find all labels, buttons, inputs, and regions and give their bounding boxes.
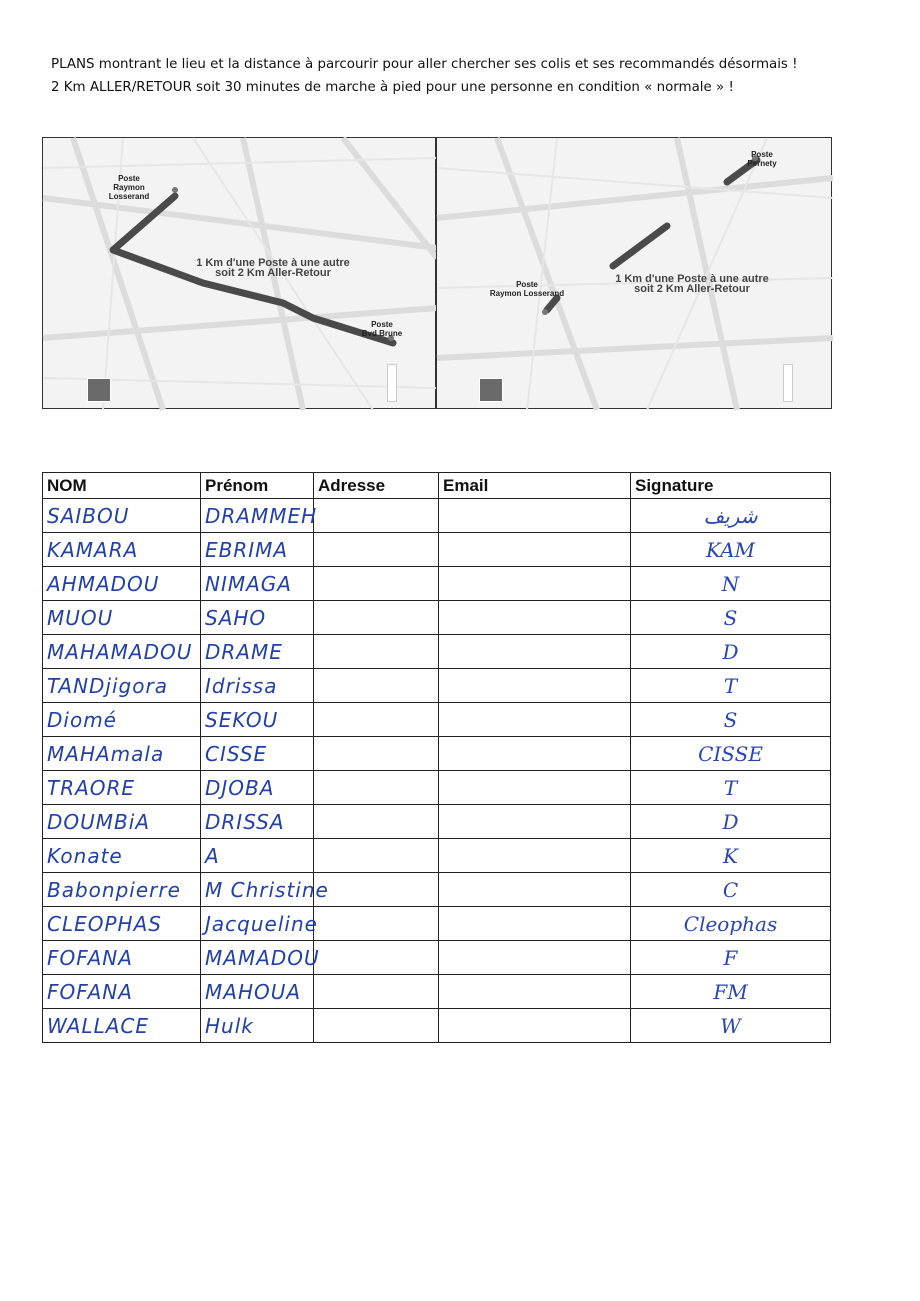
cell-nom: Babonpierre bbox=[43, 873, 201, 907]
cell-nom: MAHAMADOU bbox=[43, 635, 201, 669]
table-row bbox=[43, 669, 831, 703]
cell-adresse bbox=[314, 533, 439, 567]
cell-email bbox=[439, 533, 631, 567]
map-right-end-label: Poste Raymon Losserand bbox=[489, 280, 565, 298]
cell-prenom: Idrissa bbox=[201, 669, 314, 703]
table-row bbox=[43, 499, 831, 533]
cell-prenom: NIMAGA bbox=[201, 567, 314, 601]
cell-nom: FOFANA bbox=[43, 941, 201, 975]
cell-nom: Diomé bbox=[43, 703, 201, 737]
cell-email bbox=[439, 873, 631, 907]
cell-adresse bbox=[314, 669, 439, 703]
cell-nom: TANDjigora bbox=[43, 669, 201, 703]
table-row bbox=[43, 601, 831, 635]
cell-adresse bbox=[314, 873, 439, 907]
map-left-zoom-control bbox=[387, 364, 397, 402]
cell-signature: T bbox=[631, 771, 831, 805]
cell-nom: MUOU bbox=[43, 601, 201, 635]
table-row bbox=[43, 839, 831, 873]
cell-email bbox=[439, 907, 631, 941]
cell-signature: D bbox=[631, 805, 831, 839]
cell-signature: Cleophas bbox=[631, 907, 831, 941]
cell-adresse bbox=[314, 601, 439, 635]
cell-email bbox=[439, 601, 631, 635]
column-header-email: Email bbox=[439, 473, 631, 499]
cell-email bbox=[439, 839, 631, 873]
table-row bbox=[43, 873, 831, 907]
cell-nom: DOUMBiA bbox=[43, 805, 201, 839]
cell-signature: شريف bbox=[631, 499, 831, 533]
cell-signature: N bbox=[631, 567, 831, 601]
cell-prenom: CISSE bbox=[201, 737, 314, 771]
cell-adresse bbox=[314, 907, 439, 941]
cell-adresse bbox=[314, 703, 439, 737]
cell-prenom: SAHO bbox=[201, 601, 314, 635]
table-row bbox=[43, 805, 831, 839]
cell-prenom: DRAME bbox=[201, 635, 314, 669]
cell-email bbox=[439, 567, 631, 601]
table-row bbox=[43, 635, 831, 669]
cell-nom: KAMARA bbox=[43, 533, 201, 567]
cell-prenom: SEKOU bbox=[201, 703, 314, 737]
cell-signature: S bbox=[631, 601, 831, 635]
cell-prenom: Hulk bbox=[201, 1009, 314, 1043]
route-line-right-segment-1 bbox=[547, 298, 557, 310]
cell-nom: AHMADOU bbox=[43, 567, 201, 601]
cell-email bbox=[439, 703, 631, 737]
cell-signature: F bbox=[631, 941, 831, 975]
cell-signature: CISSE bbox=[631, 737, 831, 771]
column-header-nom: NOM bbox=[43, 473, 201, 499]
cell-prenom: DJOBA bbox=[201, 771, 314, 805]
table-row bbox=[43, 567, 831, 601]
header-line-1: PLANS montrant le lieu et la distance à parcourir pour aller chercher ses colis et ses recommandés désormais ! bbox=[51, 57, 798, 72]
map-right-layer-thumbnail bbox=[479, 378, 503, 402]
cell-signature: C bbox=[631, 873, 831, 907]
map-left-start-label: Poste Raymon Losserand bbox=[108, 174, 150, 201]
cell-adresse bbox=[314, 567, 439, 601]
cell-signature: T bbox=[631, 669, 831, 703]
header-line-2: 2 Km ALLER/RETOUR soit 30 minutes de marche à pied pour une personne en condition « normale » ! bbox=[51, 80, 734, 95]
map-raymond-losserand-to-bvd-brune bbox=[42, 137, 436, 409]
document-header bbox=[51, 53, 871, 99]
cell-adresse bbox=[314, 771, 439, 805]
table-row bbox=[43, 771, 831, 805]
cell-nom: FOFANA bbox=[43, 975, 201, 1009]
cell-adresse bbox=[314, 635, 439, 669]
column-header-prenom: Prénom bbox=[201, 473, 314, 499]
cell-adresse bbox=[314, 839, 439, 873]
cell-nom: CLEOPHAS bbox=[43, 907, 201, 941]
map-left-end-label: Poste Bvd Brune bbox=[361, 320, 403, 338]
cell-email bbox=[439, 1009, 631, 1043]
table-row bbox=[43, 907, 831, 941]
cell-signature: K bbox=[631, 839, 831, 873]
cell-email bbox=[439, 499, 631, 533]
map-left-layer-thumbnail bbox=[87, 378, 111, 402]
table-header-row bbox=[43, 473, 831, 499]
map-pernety-to-raymond-losserand bbox=[436, 137, 832, 409]
cell-adresse bbox=[314, 941, 439, 975]
cell-email bbox=[439, 975, 631, 1009]
signature-table bbox=[42, 472, 831, 1043]
map-right-note: 1 Km d'une Poste à une autre soit 2 Km Aller-Retour bbox=[615, 273, 769, 295]
cell-nom: TRAORE bbox=[43, 771, 201, 805]
map-right-zoom-control bbox=[783, 364, 793, 402]
cell-prenom: Jacqueline bbox=[201, 907, 314, 941]
cell-email bbox=[439, 941, 631, 975]
cell-signature: D bbox=[631, 635, 831, 669]
cell-prenom: EBRIMA bbox=[201, 533, 314, 567]
column-header-signature: Signature bbox=[631, 473, 831, 499]
cell-prenom: DRISSA bbox=[201, 805, 314, 839]
cell-email bbox=[439, 635, 631, 669]
table-row bbox=[43, 703, 831, 737]
cell-signature: W bbox=[631, 1009, 831, 1043]
cell-adresse bbox=[314, 805, 439, 839]
cell-adresse bbox=[314, 499, 439, 533]
route-line-right-segment-2 bbox=[613, 226, 667, 266]
table-row bbox=[43, 533, 831, 567]
cell-nom: WALLACE bbox=[43, 1009, 201, 1043]
cell-email bbox=[439, 669, 631, 703]
table-row bbox=[43, 1009, 831, 1043]
cell-email bbox=[439, 737, 631, 771]
cell-adresse bbox=[314, 1009, 439, 1043]
cell-nom: SAIBOU bbox=[43, 499, 201, 533]
cell-prenom: A bbox=[201, 839, 314, 873]
cell-signature: FM bbox=[631, 975, 831, 1009]
cell-nom: MAHAmala bbox=[43, 737, 201, 771]
map-right-start-label: Poste Pernety bbox=[747, 150, 777, 168]
cell-prenom: M Christine bbox=[201, 873, 314, 907]
cell-adresse bbox=[314, 975, 439, 1009]
table-row bbox=[43, 941, 831, 975]
cell-prenom: DRAMMEH bbox=[201, 499, 314, 533]
cell-email bbox=[439, 771, 631, 805]
table-row bbox=[43, 975, 831, 1009]
cell-signature: KAM bbox=[631, 533, 831, 567]
cell-nom: Konate bbox=[43, 839, 201, 873]
cell-email bbox=[439, 805, 631, 839]
map-left-note: 1 Km d'une Poste à une autre soit 2 Km Aller-Retour bbox=[196, 257, 350, 279]
cell-prenom: MAHOUA bbox=[201, 975, 314, 1009]
cell-signature: S bbox=[631, 703, 831, 737]
cell-prenom: MAMADOU bbox=[201, 941, 314, 975]
column-header-adresse: Adresse bbox=[314, 473, 439, 499]
table-row bbox=[43, 737, 831, 771]
cell-adresse bbox=[314, 737, 439, 771]
